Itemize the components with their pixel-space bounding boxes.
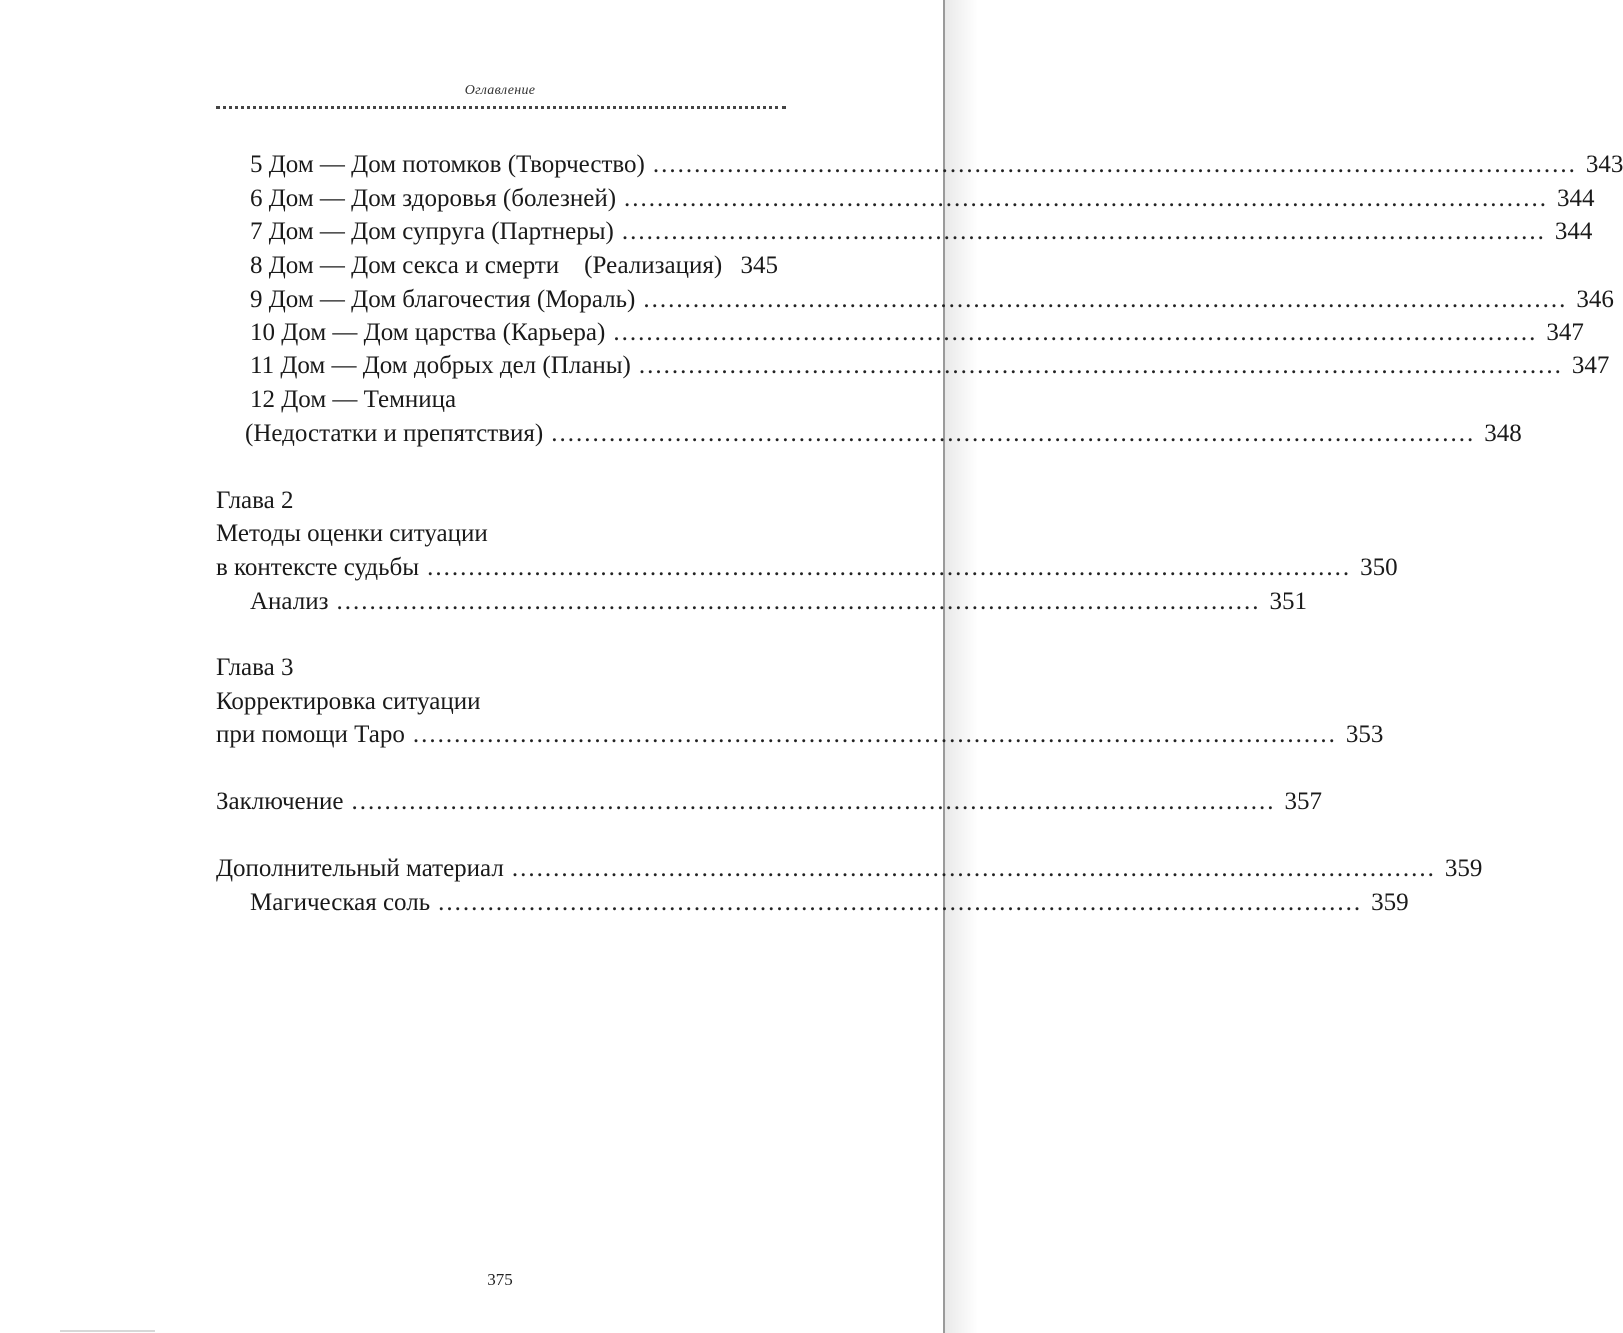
toc-entry-magic-salt[interactable] [250,888,1409,918]
toc-entry-label: 7 Дом — Дом супруга (Партнеры) [250,218,614,245]
page-number: 375 [487,1270,513,1289]
toc-entry-label: Заключение [216,788,344,815]
toc-entry-page: 343 [1585,151,1623,178]
toc-entry-label: 11 Дом — Дом добрых дел (Планы) [250,352,631,379]
toc-entry-chapter-2[interactable] [216,553,1398,583]
toc-entry-page: 346 [1576,286,1614,313]
toc-entry-page: 359 [1371,889,1409,916]
toc-entry-house-9[interactable] [250,285,1614,315]
toc-entry-label: 9 Дом — Дом благочестия (Мораль) [250,286,636,313]
toc-entry-label: (Недостатки и препятствия) [245,420,544,447]
dot-leader: ................................................................................................................ [511,855,1436,882]
dotted-rule [216,106,786,109]
toc-entry-label: при помощи Таро [216,721,405,748]
toc-entry-label: 8 Дом — Дом секса и смерти (Реализация) [250,252,723,279]
toc-entry-house-10[interactable] [250,318,1584,348]
toc-entry-page: 344 [1557,185,1595,212]
dot-leader: ................................................................................................................ [412,721,1337,748]
dot-leader: ................................................................................................................ [551,420,1476,447]
toc-entry-label: Магическая соль [250,889,431,916]
toc-entry-page: 351 [1269,588,1307,615]
dot-leader: ................................................................................................................ [638,352,1563,379]
toc-entry-page: 357 [1284,788,1322,815]
toc-entry-house-7[interactable] [250,217,1593,247]
toc-entry-additional-material[interactable] [216,854,1483,884]
toc-entry-analysis[interactable] [250,587,1307,617]
toc-entry-conclusion[interactable] [216,787,1322,817]
toc-entry-page: 347 [1546,319,1584,346]
toc-entry-house-12-line1[interactable]: 12 Дом — Темница [250,386,457,413]
toc-entry-label: 10 Дом — Дом царства (Карьера) [250,319,606,346]
chapter-2-heading: Глава 2 [216,487,294,514]
toc-entry-label: в контексте судьбы [216,554,420,581]
chapter-2-title[interactable]: Методы оценки ситуации [216,520,488,547]
chapter-3-heading: Глава 3 [216,654,294,681]
toc-entry-house-8[interactable] [250,251,778,281]
toc-entry-label: 6 Дом — Дом здоровья (болезней) [250,185,617,212]
chapter-3-title[interactable]: Корректировка ситуации [216,688,481,715]
dot-leader: ................................................................................................................ [427,554,1352,581]
bottom-edge-mark [60,1330,155,1332]
toc-entry-house-6[interactable] [250,184,1595,214]
toc-entry-page: 344 [1554,218,1593,245]
toc-entry-house-11[interactable] [250,351,1610,381]
dot-leader: ................................................................................................................ [351,788,1276,815]
dot-leader: ................................................................................................................ [624,185,1549,212]
dot-leader: ................................................................................................................ [643,286,1568,313]
toc-entry-page: 350 [1360,554,1398,581]
toc-entry-page: 359 [1444,855,1483,882]
toc-entry-house-5[interactable] [250,150,1623,180]
dot-leader: ................................................................................................................ [621,218,1546,245]
toc-entry-label: Дополнительный материал [216,855,504,882]
running-head: Оглавление [464,83,536,98]
toc-entry-page: 347 [1571,352,1610,379]
dot-leader: ................................................................................................................ [438,889,1363,916]
dot-leader: ................................................................................................................ [336,588,1261,615]
toc-entry-house-12[interactable] [245,419,1522,449]
dot-leader: ................................................................................................................ [652,151,1577,178]
toc-entry-chapter-3[interactable] [216,720,1384,750]
toc-entry-label: 5 Дом — Дом потомков (Творчество) [250,151,645,178]
toc-entry-page: 348 [1484,420,1522,447]
toc-entry-label: Анализ [250,588,329,615]
dot-leader: ................................................................................................................ [613,319,1538,346]
toc-entry-page: 353 [1345,721,1384,748]
toc-entry-page: 345 [740,252,778,279]
